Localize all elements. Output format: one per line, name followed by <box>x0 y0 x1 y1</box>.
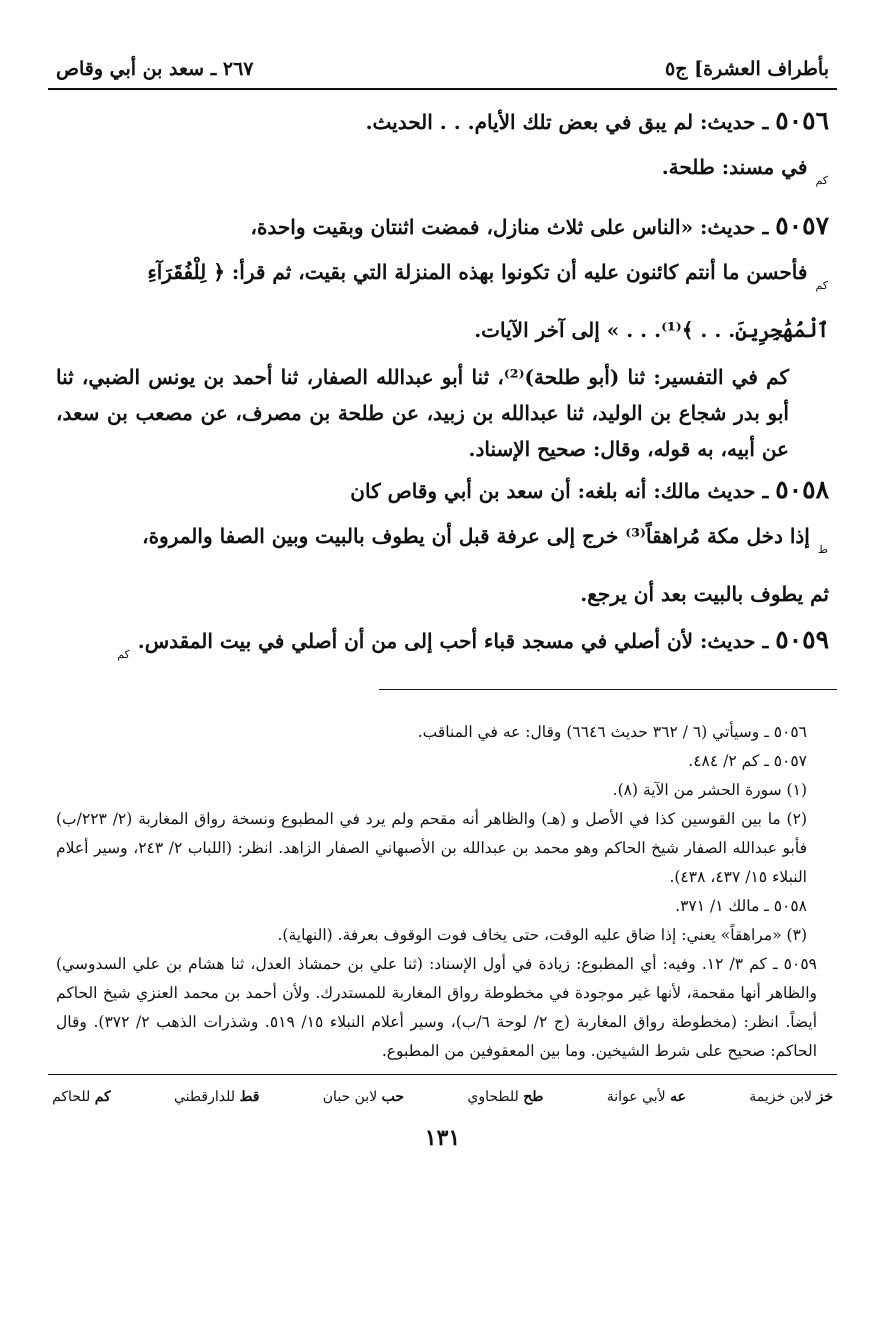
header-book-title: بأطراف العشرة] ج٥ <box>665 58 829 80</box>
hadith-number: ٥٠٥٧ <box>775 211 829 240</box>
source-siglum: كم <box>815 279 828 292</box>
footnote: (٣) «مراهقاً» يعني: إذا ضاق عليه الوقت، حتى يخاف فوت الوقوف بعرفة. (النهاية). <box>277 926 807 944</box>
hadith-entry-5058 <box>56 467 829 617</box>
hadith-entry-5059 <box>56 617 829 677</box>
footnote: ٥٠٥٩ ـ كم ٣/ ١٢. وفيه: أي المطبوع: زيادة في أول الإسناد: (ثنا علي بن حمشاذ العدل، ثنا هشام بن علي السدوسي) والظاهر أنها مقحمة، لأنها غير موجودة في مخطوطة رواق المغاربة للمستدرك. ولأن أحمد بن محمد العنزي شيخ الحاكم أيضاً. انظر: (مخطوطة رواق المغاربة (ج ٢/ لوحة ٦/ب)، وسير أعلام النبلاء ١٥/ ٥١٩. وشذرات الذهب ٢/ ٣٧٢). وقال الحاكم: صحيح على شرط الشيخين. وما بين المعقوفين من المطبوع. <box>56 955 818 1060</box>
header-chapter-title: ٢٦٧ ـ سعد بن أبي وقاص <box>56 58 254 80</box>
legend-item: قط للدارقطني <box>174 1089 260 1105</box>
legend-item: طح للطحاوي <box>467 1089 544 1105</box>
legend-item: كم للحاكم <box>52 1089 111 1105</box>
tafsir-isnad: كم في التفسير: ثنا (أبو طلحة)⁽²⁾، ثنا أبو عبدالله الصفار، ثنا أحمد بن يونس الضبي، ثنا أبو بدر شجاع بن الوليد، ثنا عبدالله بن زبيد، عن طلحة بن مصرف، عن مصعب بن سعد، عن أبيه، به قوله، وقال: صحيح الإسناد. <box>56 365 790 461</box>
legend-item: حب لابن حبان <box>322 1089 405 1105</box>
entry-line <box>56 467 829 514</box>
entry-line <box>56 572 829 617</box>
hadith-text: فأحسن ما أنتم كائنون عليه أن تكونوا بهذه المنزلة التي بقيت، ثم قرأ: ﴿ لِلْفُقَرَآءِ <box>147 260 808 284</box>
entry-source-line <box>56 145 829 203</box>
hadith-text: ـ حديث مالك: أنه بلغه: أن سعد بن أبي وقاص كان <box>350 479 769 503</box>
footnotes <box>48 718 837 1066</box>
footnote-separator <box>379 689 837 690</box>
legend-item: عه لأبي عوانة <box>606 1089 686 1105</box>
source-text: في مسند: طلحة. <box>661 155 808 179</box>
entry-line <box>56 98 829 145</box>
footnote: ٥٠٥٦ ـ وسيأتي (٦ / ٣٦٢ حديث ٦٦٤٦) وقال: عه في المناقب. <box>417 723 807 741</box>
hadith-number: ٥٠٥٩ <box>775 625 829 654</box>
source-siglum: كم <box>117 648 130 661</box>
hadith-text: ـ حديث: لم يبق في بعض تلك الأيام. . . الحديث. <box>365 110 769 134</box>
hadith-text: ـ حديث: «الناس على ثلاث منازل، فمضت اثنتان وبقيت واحدة، <box>250 215 769 239</box>
legend-item: خز لابن خزيمة <box>749 1089 833 1105</box>
footnote: ٥٠٥٧ ـ كم ٢/ ٤٨٤. <box>688 752 807 770</box>
hadith-entry-5057 <box>56 203 829 353</box>
source-siglum: ط <box>817 543 828 556</box>
running-header <box>48 58 837 88</box>
footnote: (٢) ما بين القوسين كذا في الأصل و (هـ) والظاهر أنه مقحم ولم يرد في المطبوع ونسخة رواق المغاربة (٢/ ٢٢٣/ب) فأبو عبدالله الصفار شيخ الحاكم وهو محمد بن عبدالله بن الأصبهاني الصفار الزاهد. انظر: (اللباب ٢/ ٢٤٣، وسير أعلام النبلاء ١٥/ ٤٣٧، ٤٣٨). <box>56 810 807 886</box>
hadith-text: ـ حديث: لأن أصلي في مسجد قباء أحب إلى من أن أصلي في بيت المقدس. <box>137 629 769 653</box>
entry-line <box>56 250 829 308</box>
header-rule <box>48 88 837 90</box>
footnote: ٥٠٥٨ ـ مالك ١/ ٣٧١. <box>675 897 807 915</box>
hadith-text: إذا دخل مكة مُراهقاً⁽³⁾ خرج إلى عرفة قبل أن يطوف بالبيت وبين الصفا والمروة، <box>142 524 810 548</box>
hadith-text: ثم يطوف بالبيت بعد أن يرجع. <box>580 582 829 606</box>
main-text <box>48 98 837 677</box>
hadith-number: ٥٠٥٨ <box>775 475 829 504</box>
page-number: ١٣١ <box>424 1125 461 1151</box>
source-siglum: كم <box>815 174 828 187</box>
hadith-number: ٥٠٥٦ <box>775 106 829 135</box>
hadith-entry-5056 <box>56 98 829 203</box>
entry-line <box>56 203 829 250</box>
entry-line <box>56 617 829 677</box>
hadith-text: ٱلْمُهَٰجِرِينَ. . . ﴾⁽¹⁾. . . » إلى آخر الآيات. <box>474 318 829 342</box>
footnote: (١) سورة الحشر من الآية (٨). <box>612 781 807 799</box>
entry-line <box>56 308 829 353</box>
sigla-legend <box>48 1075 837 1105</box>
entry-line <box>56 514 829 572</box>
